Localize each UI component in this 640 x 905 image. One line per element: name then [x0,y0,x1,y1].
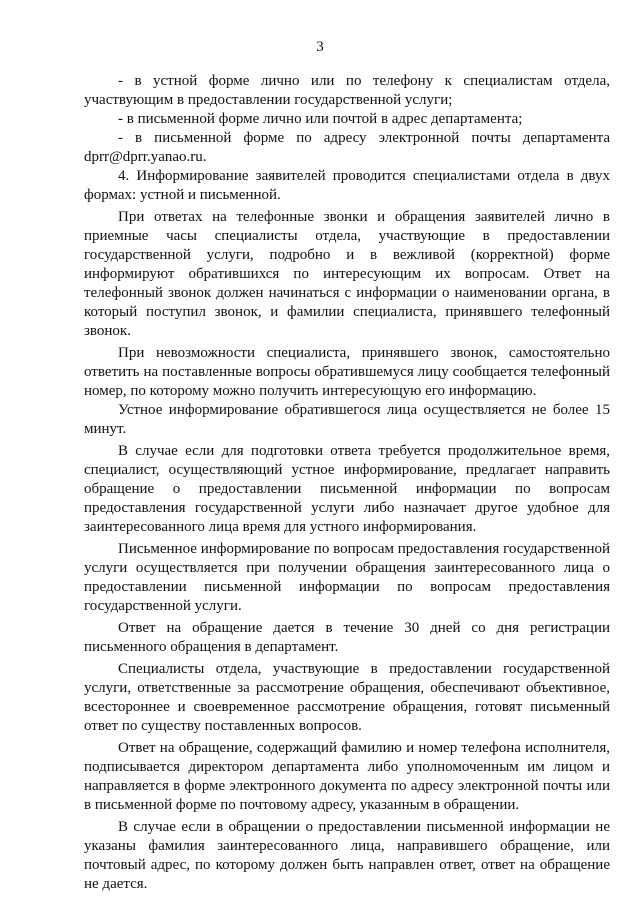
paragraph-phone-answers: При ответах на телефонные звонки и обращения заявителей лично в приемные часы специалисты отдела, участвующие в предоставлении государственной услуги, подробно и в вежливой (корректной) форме информируют обратившихся по интересующим их вопросам. Ответ на телефонный звонок должен начинаться с информации о наименовании органа, в который поступил звонок, и фамилии специалиста, принявшего телефонный звонок. [84,209,610,339]
paragraph-list-item-written-mail: - в письменной форме лично или почтой в адрес департамента; [118,111,523,127]
paragraph-specialists: Специалисты отдела, участвующие в предоставлении государственной услуги, ответственные за рассмотрение обращения, обеспечивают объективное, всестороннее и своевременное рассмотрение обращения, готовят письменный ответ по существу поставленных вопросов. [84,661,610,734]
page-number: 3 [316,39,324,55]
paragraph-list-item-email: - в письменной форме по адресу электронной почты департамента dprr@dprr.yanao.ru. [84,130,610,165]
paragraph-impossibility: При невозможности специалиста, принявшего звонок, самостоятельно ответить на поставленные вопросы обратившемуся лицу сообщается телефонный номер, по которому можно получить интересующую его информацию. [84,345,610,399]
paragraph-long-preparation: В случае если для подготовки ответа требуется продолжительное время, специалист, осуществляющий устное информирование, предлагает направить обращение о предоставлении письменной информации по вопросам предоставления государственной услуги либо назначает другое удобное для заинтересованного лица время для устного информирования. [84,443,610,535]
paragraph-list-item-oral: - в устной форме лично или по телефону к специалистам отдела, участвующим в предоставлении государственной услуги; [84,73,610,108]
paragraph-section-4: 4. Информирование заявителей проводится специалистами отдела в двух формах: устной и письменной. [84,168,610,203]
paragraph-response-signing: Ответ на обращение, содержащий фамилию и номер телефона исполнителя, подписывается директором департамента либо уполномоченным им лицом и направляется в форме электронного документа по адресу электронной почты или в письменной форме по почтовому адресу, указанным в обращении. [84,740,610,813]
paragraph-no-answer: В случае если в обращении о предоставлении письменной информации не указаны фамилия заинтересованного лица, направившего обращение, или почтовый адрес, по которому должен быть направлен ответ, ответ на обращение не дается. [84,819,610,892]
document-body [84,72,610,894]
paragraph-response-term: Ответ на обращение дается в течение 30 дней со дня регистрации письменного обращения в департамент. [84,620,610,655]
paragraph-oral-duration: Устное информирование обратившегося лица осуществляется не более 15 минут. [84,402,610,437]
paragraph-written-informing: Письменное информирование по вопросам предоставления государственной услуги осуществляется при получении обращения заинтересованного лица о предоставлении письменной информации по вопросам предоставления государственной услуги. [84,541,610,614]
